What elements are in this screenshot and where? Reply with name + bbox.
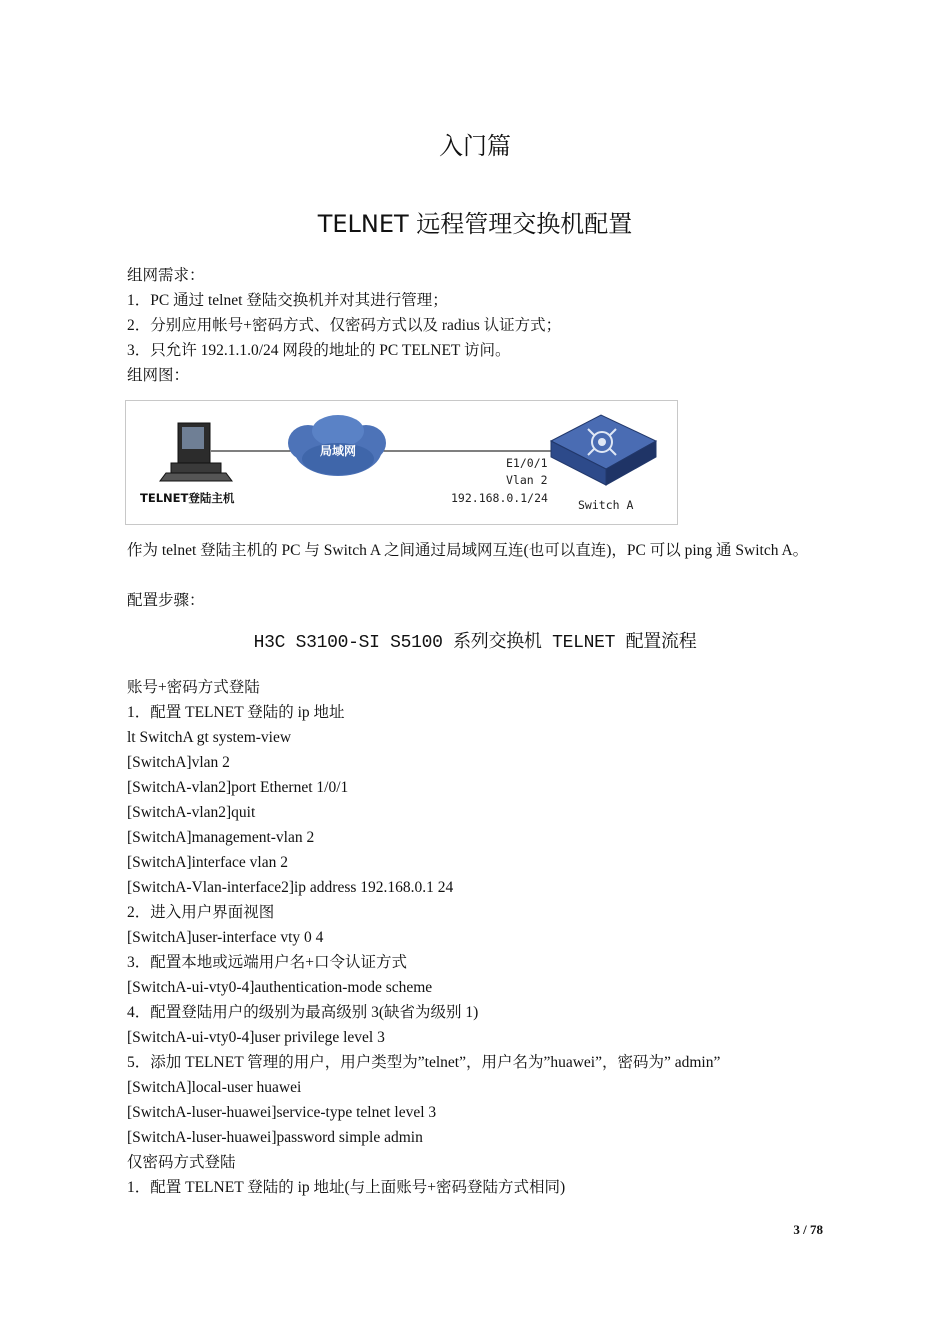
config-line: [SwitchA]user-interface vty 0 4 bbox=[127, 929, 324, 946]
config-line: [SwitchA-ui-vty0-4]authentication-mode scheme bbox=[127, 979, 433, 996]
config-line: [SwitchA]vlan 2 bbox=[127, 754, 230, 771]
config-line: 仅密码方式登陆 bbox=[127, 1154, 236, 1171]
host-label: TELNET登陆主机 bbox=[140, 491, 235, 505]
section-title: TELNET 远程管理交换机配置 bbox=[317, 210, 633, 238]
config-line: [SwitchA-ui-vty0-4]user privilege level 3 bbox=[127, 1029, 385, 1046]
config-line: [SwitchA]local-user huawei bbox=[127, 1079, 302, 1096]
switch-icon bbox=[551, 415, 656, 485]
vlan-label: Vlan 2 bbox=[506, 473, 548, 487]
config-line: [SwitchA-vlan2]quit bbox=[127, 804, 256, 821]
config-line: lt SwitchA gt system-view bbox=[127, 729, 292, 746]
switch-label: Switch A bbox=[578, 498, 634, 512]
steps-label: 配置步骤： bbox=[127, 592, 205, 609]
config-line: 3．配置本地或远端用户名+口令认证方式 bbox=[127, 954, 407, 971]
requirement-item: 2．分别应用帐号+密码方式、仅密码方式以及 radius 认证方式； bbox=[127, 317, 562, 334]
config-line: 5．添加 TELNET 管理的用户，用户类型为”telnet”，用户名为”huawei”，密码为” admin” bbox=[127, 1054, 721, 1071]
config-line: 1．配置 TELNET 登陆的 ip 地址(与上面账号+密码登陆方式相同) bbox=[127, 1179, 566, 1196]
page-number: 3 / 78 bbox=[793, 1222, 823, 1237]
requirement-item: 3．只允许 192.1.1.0/24 网段的地址的 PC TELNET 访问。 bbox=[127, 342, 511, 359]
network-diagram bbox=[125, 400, 678, 525]
config-line: [SwitchA-vlan2]port Ethernet 1/0/1 bbox=[127, 779, 349, 796]
config-line: 2．进入用户界面视图 bbox=[127, 904, 275, 921]
config-line: [SwitchA]management-vlan 2 bbox=[127, 829, 315, 846]
config-line: [SwitchA-luser-huawei]password simple admin bbox=[127, 1129, 423, 1146]
cloud-label: 局域网 bbox=[319, 444, 357, 458]
port-label: E1/0/1 bbox=[506, 456, 548, 470]
ip-label: 192.168.0.1/24 bbox=[451, 491, 548, 505]
topology-description: 作为 telnet 登陆主机的 PC 与 Switch A 之间通过局域网互连(也可以直连)，PC 可以 ping 通 Switch A。 bbox=[127, 542, 809, 559]
config-line: 1．配置 TELNET 登陆的 ip 地址 bbox=[127, 704, 345, 721]
requirement-item: 1．PC 通过 telnet 登陆交换机并对其进行管理； bbox=[127, 292, 448, 309]
config-line: 账号+密码方式登陆 bbox=[127, 679, 260, 696]
config-line: 4．配置登陆用户的级别为最高级别 3(缺省为级别 1) bbox=[127, 1004, 479, 1021]
computer-icon bbox=[160, 423, 232, 481]
flow-title: H3C S3100-SI S5100 系列交换机 TELNET 配置流程 bbox=[253, 633, 697, 653]
diagram-label: 组网图： bbox=[127, 367, 190, 384]
chapter-heading: 入门篇 bbox=[439, 132, 511, 160]
config-line: [SwitchA-luser-huawei]service-type telnet level 3 bbox=[127, 1104, 437, 1121]
requirements-label: 组网需求： bbox=[127, 267, 205, 284]
config-line: [SwitchA-Vlan-interface2]ip address 192.168.0.1 24 bbox=[127, 879, 454, 896]
config-line: [SwitchA]interface vlan 2 bbox=[127, 854, 288, 871]
